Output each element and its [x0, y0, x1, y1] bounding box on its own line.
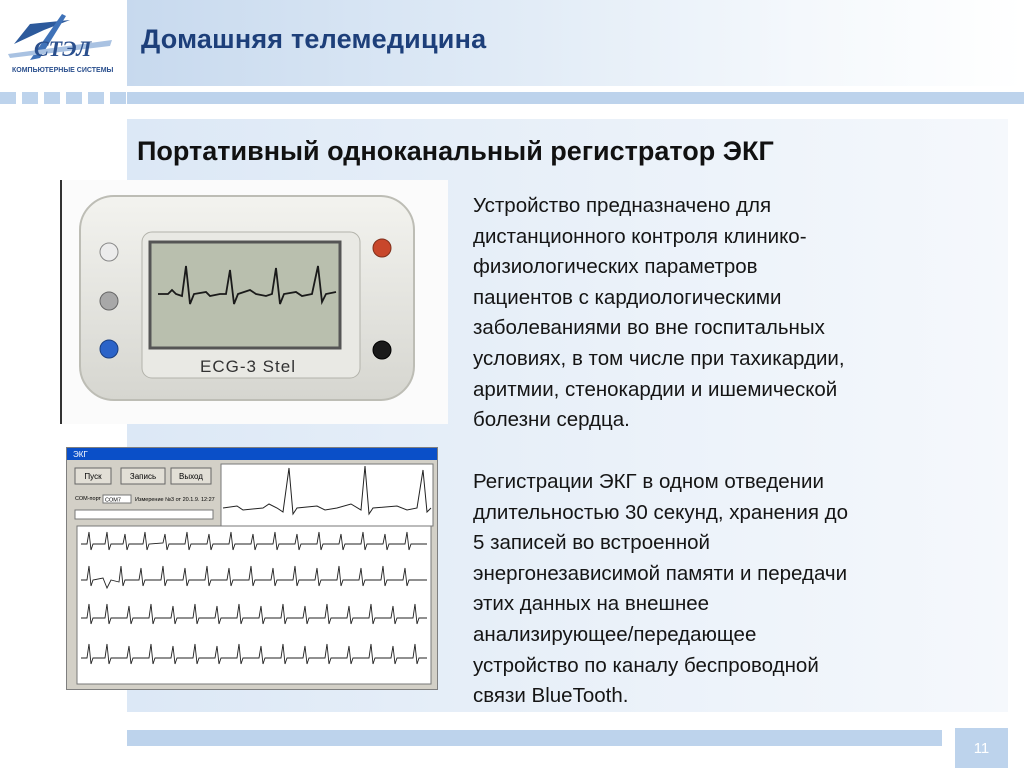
software-exit-button[interactable]: Выход: [179, 472, 203, 481]
slide-subtitle: Портативный одноканальный регистратор ЭКГ: [137, 136, 774, 166]
software-time-label: Измерение №3 от 20.1.9. 12:27: [135, 497, 215, 503]
software-port-label: СОМ-порт: [75, 496, 102, 502]
header-divider: [127, 92, 1024, 104]
ecg-software-illustration: [67, 448, 438, 690]
logo-tagline: КОМПЬЮТЕРНЫЕ СИСТЕМЫ: [12, 67, 114, 74]
description-paragraph-2: Регистрации ЭКГ в одном отведении длительностью 30 секунд, хранения до 5 записей во встроенной энергонезависимой памяти и передачи этих данных на внешнее анализирующее/передающее устройство по каналу беспроводной связи BlueTooth.: [473, 470, 848, 708]
device-button-blue: [100, 340, 118, 358]
device-button-gray: [100, 292, 118, 310]
software-start-button[interactable]: Пуск: [84, 472, 102, 481]
page-number: 11: [973, 740, 990, 757]
ecg-device-illustration: [60, 180, 448, 424]
ecg-device-photo: [60, 180, 448, 424]
footer-strip: [127, 730, 942, 746]
device-button-black: [373, 341, 391, 359]
device-button-red: [373, 239, 391, 257]
ecg-software-screenshot: [66, 447, 438, 690]
logo-text: СТЭЛ: [34, 36, 92, 61]
software-window-title: ЭКГ: [73, 450, 88, 459]
description-paragraph-1: Устройство предназначено для дистанционного контроля клинико- физиологических параметров пациентов с кардиологическими заболеваниями во вне госпитальных условиях, в том числе при тахикардии, аритмии, стенокардии и ишемической болезни сердца.: [473, 194, 845, 432]
device-label: ECG-3 Stel: [200, 357, 296, 376]
device-button-white: [100, 243, 118, 261]
stel-logo-icon: [0, 0, 127, 88]
software-port-select[interactable]: COM7: [105, 497, 121, 504]
page-title: Домашняя телемедицина: [141, 24, 487, 54]
logo: [0, 0, 127, 88]
software-record-button[interactable]: Запись: [129, 472, 157, 481]
